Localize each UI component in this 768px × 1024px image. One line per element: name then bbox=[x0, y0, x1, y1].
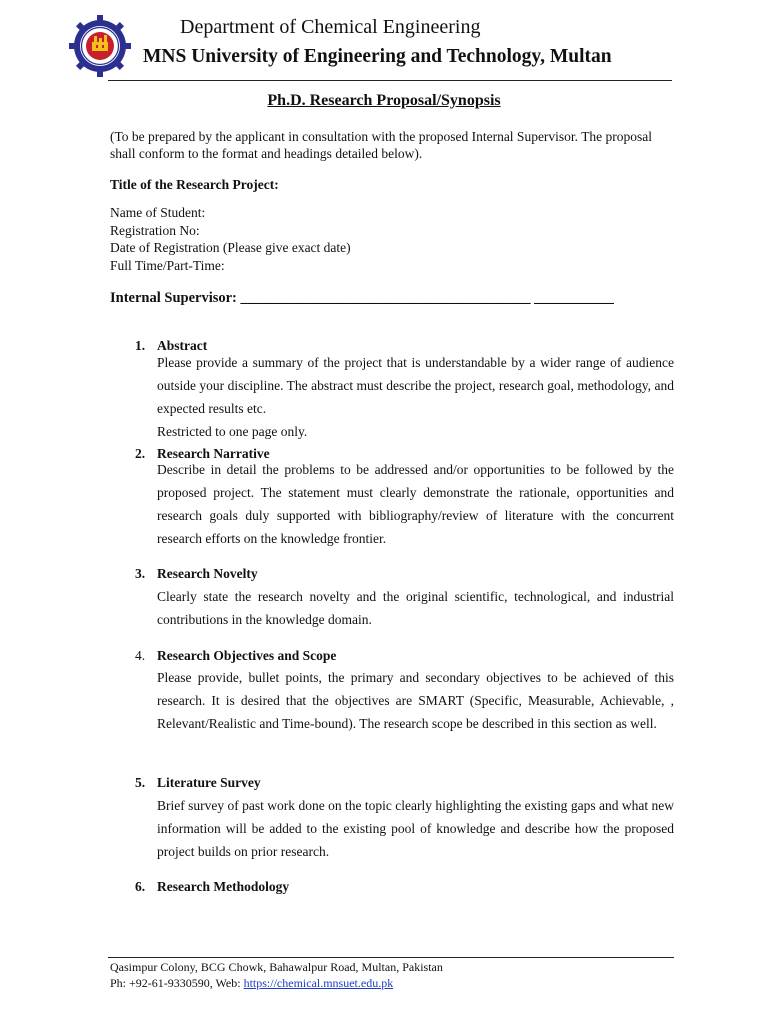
section-body-research-novelty: Clearly state the research novelty and the original scientific, technological, and industrial contributions in the knowledge domain. bbox=[157, 589, 674, 627]
header-divider bbox=[108, 80, 672, 81]
page-title: Ph.D. Research Proposal/Synopsis bbox=[267, 92, 501, 109]
section-heading-research-narrative: Research Narrative bbox=[157, 446, 270, 461]
section-heading-research-methodology: Research Methodology bbox=[157, 879, 290, 894]
section-heading-literature-survey: Literature Survey bbox=[157, 775, 261, 790]
footer-divider bbox=[108, 957, 674, 958]
section-body-research-narrative: Describe in detail the problems to be addressed and/or opportunities to be followed by the proposed project. The statement must clearly demonstrate the rationale, opportunities and research goals duly supported with bibliography/review of literature with the concurrent research efforts on the knowledge frontier. bbox=[157, 462, 674, 546]
study-mode-label: Full Time/Part-Time: bbox=[110, 257, 225, 273]
section-body-research-objectives: Please provide, bullet points, the primary and secondary objectives to be achieved of this research. It is desired that the objectives are SMART (Specific, Measurable, Achievable, , Relevant/Realistic and Time-bound). The research scope be described in this section as well. bbox=[157, 670, 674, 731]
registration-label: Registration No: bbox=[110, 222, 200, 238]
student-name-label: Name of Student: bbox=[110, 205, 206, 220]
university-name: MNS University of Engineering and Technology, Multan bbox=[143, 46, 612, 67]
intro-paragraph: (To be prepared by the applicant in consultation with the proposed Internal Supervisor. The proposal shall conform to the format and headings detailed below). bbox=[110, 129, 653, 161]
section-number: 4. bbox=[135, 648, 146, 663]
section-body-abstract: Please provide a summary of the project that is understandable by a wider range of audience outside your discipline. The abstract must describe the project, research goal, methodology, and expected results etc. bbox=[157, 355, 674, 416]
section-note-abstract: Restricted to one page only. bbox=[157, 424, 308, 439]
department-name: Department of Chemical Engineering bbox=[180, 16, 481, 38]
internal-supervisor-line: Internal Supervisor: ________________________________________ ___________ bbox=[110, 290, 614, 306]
footer-website-link[interactable]: https://chemical.mnsuet.edu.pk bbox=[243, 976, 394, 990]
section-heading-abstract: Abstract bbox=[157, 338, 208, 353]
section-number: 3. bbox=[135, 566, 146, 581]
section-heading-research-novelty: Research Novelty bbox=[157, 566, 258, 581]
footer-phone: Ph: +92-61-9330590, Web: bbox=[110, 976, 244, 990]
section-number: 5. bbox=[135, 775, 146, 790]
section-number: 2. bbox=[135, 446, 146, 461]
footer-contact bbox=[110, 976, 393, 991]
section-number: 6. bbox=[135, 879, 146, 894]
project-title-label: Title of the Research Project: bbox=[110, 177, 279, 192]
section-number: 1. bbox=[135, 338, 146, 353]
section-body-literature-survey: Brief survey of past work done on the topic clearly highlighting the existing gaps and what new information will be added to the existing pool of knowledge and describe how the proposed project builds on prior research. bbox=[157, 798, 674, 859]
section-heading-research-objectives: Research Objectives and Scope bbox=[157, 648, 337, 663]
university-logo-icon bbox=[68, 14, 132, 78]
student-fields bbox=[110, 204, 351, 274]
registration-date-label: Date of Registration (Please give exact date) bbox=[110, 240, 351, 255]
footer-address: Qasimpur Colony, BCG Chowk, Bahawalpur Road, Multan, Pakistan bbox=[110, 960, 443, 974]
